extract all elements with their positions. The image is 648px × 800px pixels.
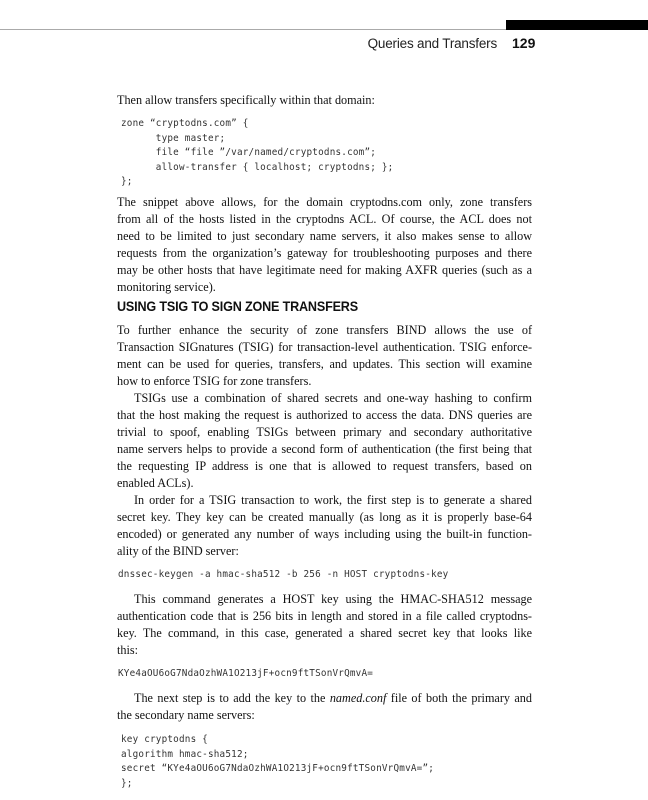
code-key-config: key cryptodns { algorithm hmac-sha512; secret “KYe4aOU6oG7NdaOzhWA1O213jF+ocn9ftTSonVrQmvA=”; }; [121, 734, 435, 789]
paragraph-tsig-usage: TSIGs use a combination of shared secrets and one-way hashing to confirm that the host making the request is authorized to access the data. DNS queries are trivial to spoof, enabling TSIGs between primary and secondary authoritative name servers helps to provide a second form of authentication (the first being that the requesting IP address is one that is allowed to request transfers, based on enabled ACLs). [117, 391, 532, 490]
paragraph-tsig-intro: To further enhance the security of zone transfers BIND allows the use of Transaction SIGnatures (TSIG) for transaction-level authentication. TSIG enforce- ment can be used for queries, transfers, and updates. This section will examine how to enforce TSIG for zone transfers. [117, 323, 532, 388]
code-keygen-command: dnssec-keygen -a hmac-sha512 -b 256 -n HOST cryptodns-key [118, 569, 449, 580]
paragraph-snippet: The snippet above allows, for the domain cryptodns.com only, zone transfers from all of the hosts listed in the cryptodns ACL. Of course, the ACL does not need to be limited to just secondary name servers, it also makes sense to allow requests from the organization’s gateway for troubleshooting purposes and there may be other hosts that have legitimate need for making AXFR queries (such as a monitoring service). [117, 195, 532, 294]
running-title: Queries and Transfers [367, 36, 497, 51]
paragraph-command-explanation: This command generates a HOST key using the HMAC-SHA512 message authentication code that is 256 bits in length and stored in a file called cryptodns- key. The command, in this case, generated a shared secret key that looks like this: [117, 592, 532, 657]
intro-paragraph: Then allow transfers specifically within that domain: [117, 93, 375, 107]
paragraph-next-step: The next step is to add the key to the named.conf file of both the primary and the secondary name servers: [117, 691, 532, 722]
code-secret-key: KYe4aOU6oG7NdaOzhWA1O213jF+ocn9ftTSonVrQmvA= [118, 668, 374, 679]
header-tab [506, 20, 648, 30]
section-heading: USING TSIG TO SIGN ZONE TRANSFERS [117, 298, 358, 314]
page-number: 129 [512, 35, 536, 51]
paragraph-key-generation: In order for a TSIG transaction to work, the first step is to generate a shared secret key. They key can be created manually (as long as it is properly base-64 encoded) or generated any number of ways including using the built-in function- ality of the BIND server: [117, 493, 532, 558]
code-zone-config: zone “cryptodns.com” { type master; file “file ”/var/named/cryptodns.com”; allow-transfer { localhost; cryptodns; }; }; [121, 118, 394, 187]
